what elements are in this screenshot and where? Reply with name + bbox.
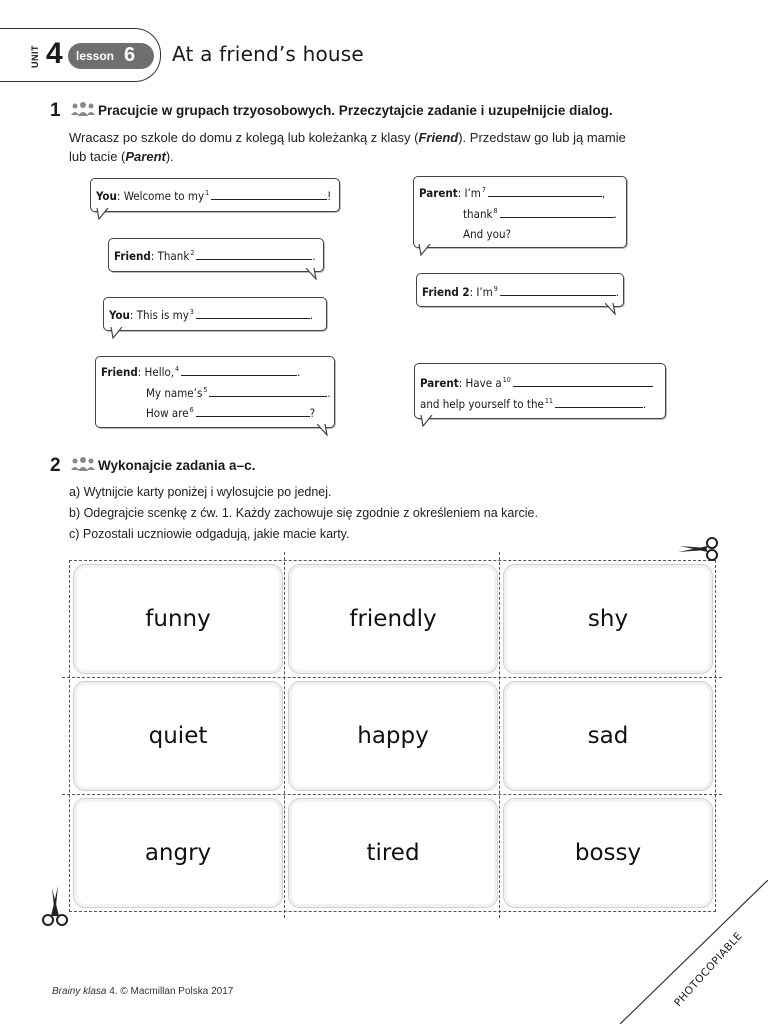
- cut-line: [62, 794, 722, 795]
- blank-4[interactable]: [181, 364, 297, 376]
- page-title: At a friend’s house: [172, 42, 364, 66]
- dialog-bubble-friend2: Friend 2: $I’m^9$ .: [416, 273, 624, 307]
- card-happy[interactable]: happy: [288, 681, 498, 791]
- lesson-badge: [68, 43, 154, 69]
- blank-2[interactable]: [196, 248, 312, 260]
- unit-label: UNIT: [30, 45, 40, 68]
- blank-10[interactable]: [513, 375, 653, 387]
- dialog-bubble-you-1: You: Welcome to $my^1$ !: [90, 178, 340, 212]
- bubble-tail: [418, 244, 432, 256]
- exercise-2-heading: Wykonajcie zadania a–c.: [98, 458, 256, 473]
- card-angry[interactable]: angry: [73, 798, 283, 908]
- bubble-tail: [96, 208, 110, 220]
- card-sad[interactable]: sad: [503, 681, 713, 791]
- task-c: c) Pozostali uczniowie odgadują, jakie macie karty.: [69, 527, 350, 541]
- photocopiable-label: PHOTOCOPIABLE: [672, 929, 745, 1010]
- exercise-1-number: 1: [50, 100, 61, 121]
- scissors-icon: [676, 536, 720, 562]
- corner-line: [620, 880, 768, 1024]
- lesson-label: lesson: [76, 49, 115, 63]
- cut-line: [62, 677, 722, 678]
- blank-3[interactable]: [196, 307, 310, 319]
- blank-11[interactable]: [555, 396, 643, 408]
- lesson-number: 6: [124, 44, 136, 66]
- card-friendly[interactable]: friendly: [288, 564, 498, 674]
- exercise-1-instruction: Wracasz po szkole do domu z kolegą lub koleżanką z klasy (Friend). Przedstaw go lub ją mamie lub tacie (Parent).: [69, 130, 626, 164]
- dialog-bubble-friend-2: Friend: Hello,$^4$ . My $name’s^5$ . How are$^6$ ?: [95, 356, 335, 428]
- dialog-bubble-parent-1: Parent: $I’m^7$ , thank$^8$ . And you?: [413, 176, 627, 248]
- bubble-tail: [317, 424, 331, 436]
- card-bossy[interactable]: bossy: [503, 798, 713, 908]
- task-b: b) Odegrajcie scenkę z ćw. 1. Każdy zachowuje się zgodnie z określeniem na karcie.: [69, 506, 538, 520]
- exercise-2-number: 2: [50, 455, 61, 476]
- bubble-tail: [420, 415, 434, 427]
- blank-6[interactable]: [196, 405, 310, 417]
- blank-7[interactable]: [488, 185, 602, 197]
- dialog-bubble-you-2: You: This is $my^3$ .: [103, 297, 327, 331]
- dialog-bubble-friend-1: Friend: Thank$^2$ .: [108, 238, 324, 272]
- card-shy[interactable]: shy: [503, 564, 713, 674]
- bubble-tail: [605, 303, 619, 315]
- card-tired[interactable]: tired: [288, 798, 498, 908]
- blank-8[interactable]: [500, 206, 614, 218]
- blank-9[interactable]: [500, 284, 616, 296]
- dialog-bubble-parent-2: Parent: Have $a^{10}$ and help yourself to the$^{11}$ .: [414, 363, 666, 419]
- blank-5[interactable]: [209, 385, 327, 397]
- unit-number: 4: [46, 37, 63, 70]
- exercise-2-items: [69, 482, 538, 545]
- bubble-tail: [110, 327, 124, 339]
- bubble-tail: [306, 268, 320, 280]
- group-icon: [70, 457, 96, 473]
- group-icon: [70, 102, 96, 118]
- exercise-1-heading: Pracujcie w grupach trzyosobowych. Przeczytajcie zadanie i uzupełnijcie dialog.: [98, 103, 613, 118]
- cut-line: [284, 552, 285, 918]
- task-a: a) Wytnijcie karty poniżej i wylosujcie po jednej.: [69, 485, 332, 499]
- blank-1[interactable]: [211, 188, 327, 200]
- card-funny[interactable]: funny: [73, 564, 283, 674]
- footer-copyright: Brainy klasa 4. © Macmillan Polska 2017: [52, 986, 234, 997]
- cut-line: [499, 552, 500, 918]
- scissors-icon: [40, 884, 70, 928]
- card-quiet[interactable]: quiet: [73, 681, 283, 791]
